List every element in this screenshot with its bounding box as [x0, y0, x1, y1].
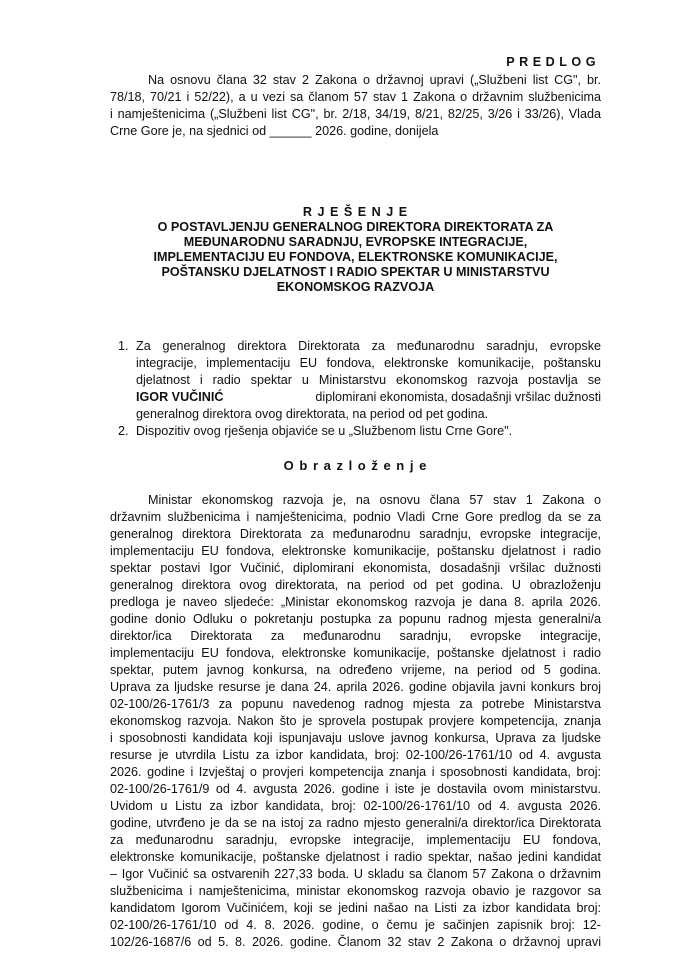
reasoning-line: direktor/ica Direktorata za međunarodnu saradnju, evropske integracije,: [110, 629, 601, 643]
reasoning-line: godine donio Odluku o pokretanju postupka za popunu radnog mjesta generalni/a: [110, 612, 601, 626]
reasoning-line: implementaciju EU fondova, elektronske komunikacije, poštansku djelatnost i radio: [110, 544, 601, 558]
reasoning-line: ekonomskog razvoja. Nakon što je sprovela postupak provjere kompetencija, znanja: [110, 714, 601, 728]
reasoning-heading: O b r a z l o ž e n j e: [283, 458, 428, 473]
list-item-line: Za generalnog direktora Direktorata za međunarodnu saradnju, evropske: [136, 339, 601, 353]
reasoning-line: – Igor Vučinić sa ostvarenih 227,33 boda. U skladu sa članom 57 Zakona o državnim: [110, 867, 601, 881]
preamble-line: i namještenicima („Službeni list CG", br. 2/18, 34/19, 8/21, 82/25, 3/26 i 33/26), Vlada: [110, 107, 601, 121]
decision-subject-line: IMPLEMENTACIJU EU FONDOVA, ELEKTRONSKE KOMUNIKACIJE,: [153, 250, 558, 264]
appointee-name: IGOR VUČINIĆ: [136, 390, 224, 404]
list-item-line: djelatnost i radio spektar u Ministarstvu ekonomskog razvoja postavlja se: [136, 373, 601, 387]
reasoning-line: resurse je utvrdila Listu za izbor kandidata, broj: 02-100/26-1761/10 od 4. avgusta: [110, 748, 601, 762]
reasoning-line: elektronske komunikacije, poštanske djelatnost i radio spektar, našao jedini kandidat: [110, 850, 601, 864]
reasoning-line: 02-100/26-1761/9 od 4. avgusta 2026. godine i iste je dostavila ovom ministarstvu.: [110, 782, 601, 796]
preamble-line: Crne Gore je, na sjednici od ______ 2026. godine, donijela: [110, 124, 439, 138]
decision-subject-line: EKONOMSKOG RAZVOJA: [276, 280, 435, 294]
decision-subject-line: POŠTANSKU DJELATNOST I RADIO SPEKTAR U MINISTARSTVU: [161, 265, 550, 279]
reasoning-line: državnim službenicima i namještenicima, podnio Vladi Crne Gore predlog da se za: [110, 510, 601, 524]
reasoning-line: kandidatom Igorom Vučinićem, koji se jedini našao na Listi za izbor kandidata broj:: [110, 901, 601, 915]
reasoning-line: Uvidom u Listu za izbor kandidata, broj: 02-100/26-1761/10 od 4. avgusta 2026.: [110, 799, 601, 813]
list-marker: 1.: [118, 339, 129, 353]
decision-heading: R J E Š E N J E: [302, 205, 409, 219]
preamble-line: 78/18, 70/21 i 52/22), a u vezi sa članom 57 stav 1 Zakona o državnim službenicima: [110, 90, 601, 104]
reasoning-line: službenicima i namještenicima, ministar ekonomskog razvoja obavio je razgovor sa: [110, 884, 601, 898]
reasoning-line: Ministar ekonomskog razvoja je, na osnovu člana 57 stav 1 Zakona o: [148, 493, 601, 507]
list-item-line: generalnog direktora ovog direktorata, na period od pet godina.: [136, 407, 489, 421]
reasoning-line: implementaciju EU fondova, elektronske komunikacije, poštanske djelatnost i radio: [110, 646, 601, 660]
document-status-label: PREDLOG: [506, 55, 600, 69]
preamble-line: Na osnovu člana 32 stav 2 Zakona o državnoj upravi („Službeni list CG", br.: [148, 73, 601, 87]
decision-subject-line: O POSTAVLJENJU GENERALNOG DIREKTORA DIREKTORATA ZA: [157, 220, 554, 234]
reasoning-line: generalnog direktora Direktorata za međunarodnu saradnju, evropske integracije,: [110, 527, 601, 541]
reasoning-line: 02-100/26-1761/10 od 4. 8. 2026. godine, o čemu je sačinjen zapisnik broj: 12-: [110, 918, 601, 932]
reasoning-line: spektar postavi Igor Vučinić, diplomirani ekonomista, dosadašnji vršilac dužnosti: [110, 561, 601, 575]
reasoning-line: generalnog direktora ovog direktorata, na period od pet godina. U obrazloženju: [110, 578, 601, 592]
reasoning-line: 02-100/26-1761/3 za popunu navedenog radnog mjesta za potrebe Ministarstva: [110, 697, 601, 711]
list-item-line: diplomirani ekonomista, dosadašnji vršilac dužnosti: [315, 390, 601, 404]
reasoning-line: predloga je naveo sljedeće: „Ministar ekonomskog razvoja je dana 8. aprila 2026.: [110, 595, 601, 609]
list-item-line: integracije, implementaciju EU fondova, elektronske komunikacije, poštansku: [136, 356, 601, 370]
reasoning-line: godine, utvrđeno je da se na istoj za radno mjesto generalni/a direktor/ica Direktorata: [110, 816, 601, 830]
reasoning-line: Uprava za ljudske resurse je dana 24. aprila 2026. godine objavila javni konkurs broj: [110, 680, 601, 694]
reasoning-line: i sposobnosti kandidata koji ispunjavaju uslove javnog konkursa, Uprava za ljudske: [110, 731, 601, 745]
reasoning-line: 102/26-1687/6 od 5. 8. 2026. godine. Članom 32 stav 2 Zakona o državnoj upravi: [110, 935, 601, 949]
decision-subject-line: MEĐUNARODNU SARADNJU, EVROPSKE INTEGRACIJE,: [183, 235, 528, 249]
reasoning-line: za međunarodnu saradnju, evropske integracije, implementaciju EU fondova,: [110, 833, 601, 847]
reasoning-line: 2026. godine i Izvještaj o provjeri kompetencija znanja i sposobnosti kandidata, broj:: [110, 765, 601, 779]
list-item-line: Dispozitiv ovog rješenja objaviće se u „Službenom listu Crne Gore".: [136, 424, 513, 438]
list-item-line-with-name: [136, 389, 601, 405]
reasoning-line: spektar, putem javnog konkursa, na određeno vrijeme, na period od 5 godina.: [110, 663, 601, 677]
list-marker: 2.: [118, 424, 129, 438]
